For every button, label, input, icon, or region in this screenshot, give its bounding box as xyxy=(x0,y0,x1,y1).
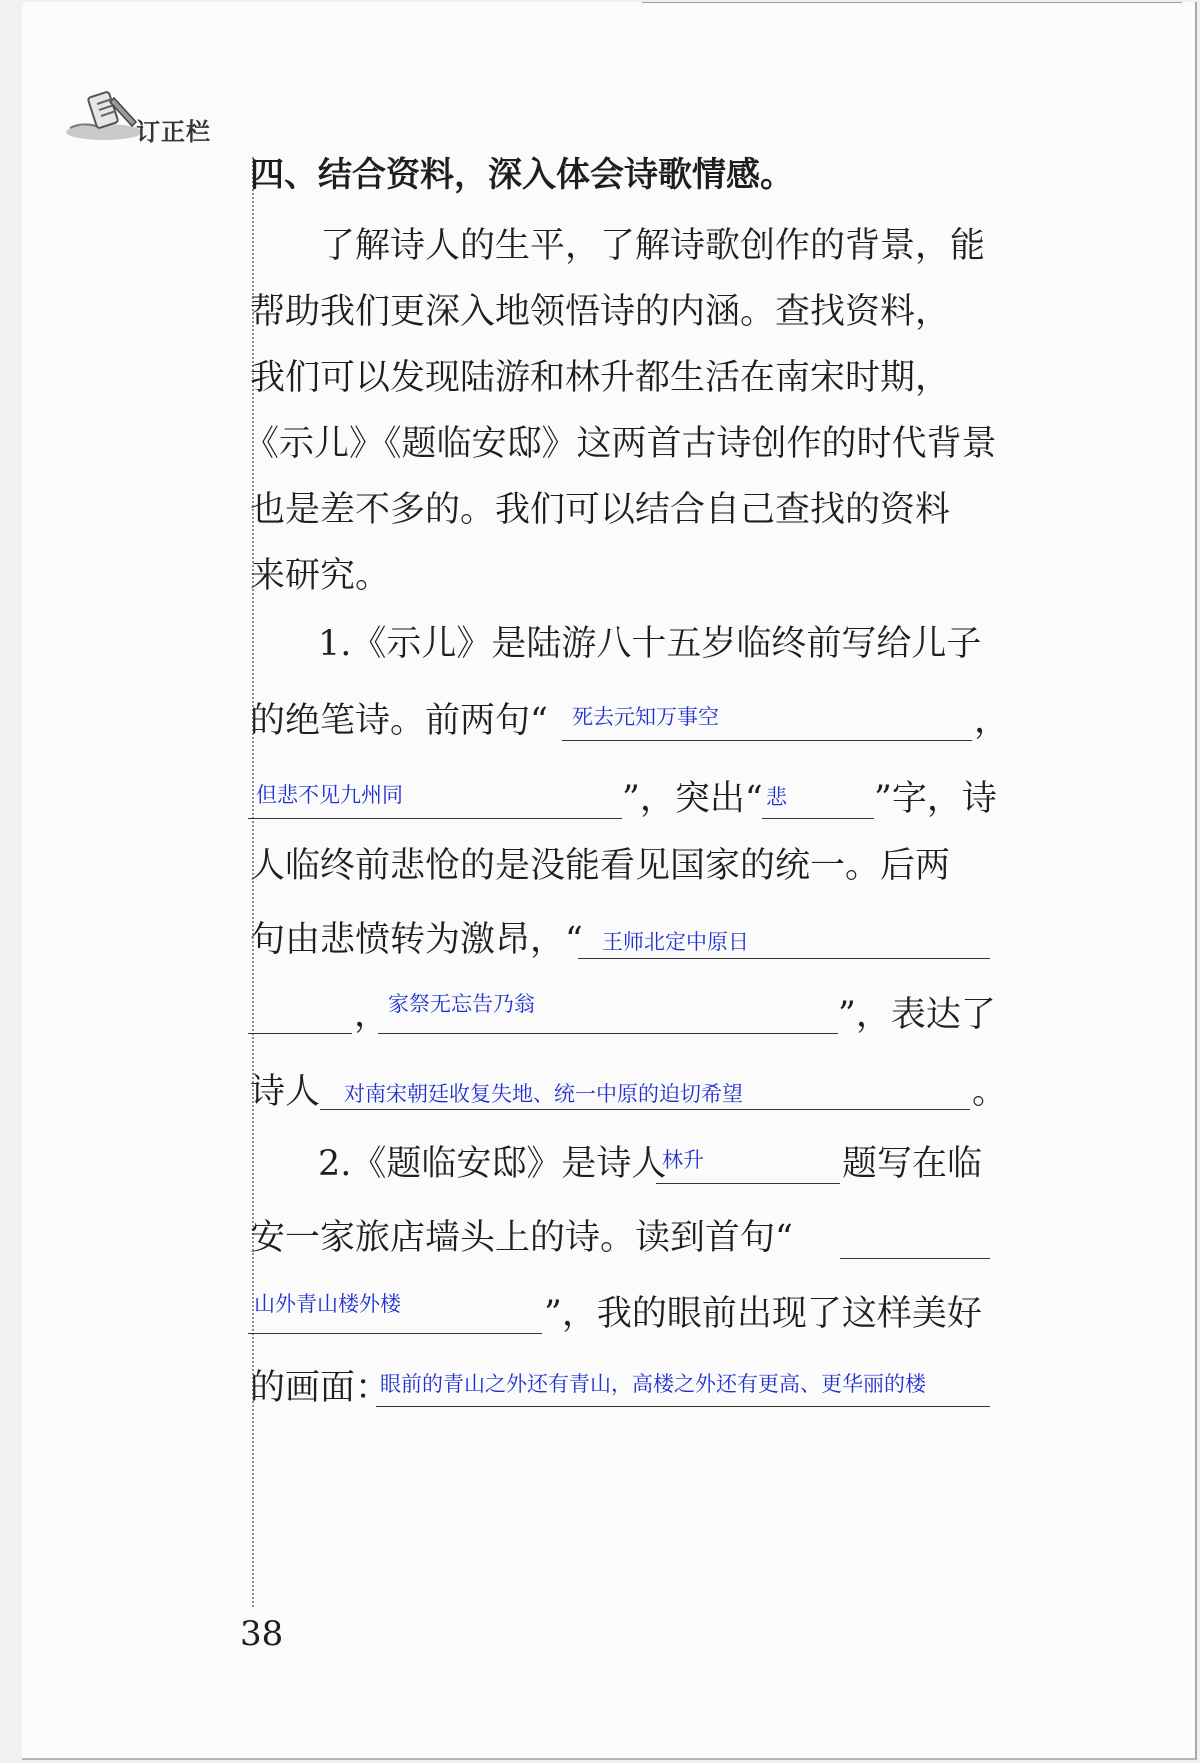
correction-column-label: 订正栏 xyxy=(136,118,211,146)
q2-line-1-text: 2.《题临安邸》是诗人 xyxy=(318,1144,667,1184)
q1-line-7-period: 。 xyxy=(972,1072,1008,1112)
pencil-notebook-icon xyxy=(62,88,142,148)
intro-line-6: 来研究。 xyxy=(250,556,391,596)
q1-blank-first-half[interactable] xyxy=(562,739,972,741)
q1-line-4: 人临终前悲怆的是没能看见国家的统一。后两 xyxy=(250,846,951,886)
q2-line-1-post: 题写在临 xyxy=(842,1144,983,1184)
page-number: 38 xyxy=(240,1614,284,1654)
intro-line-2: 帮助我们更深入地领悟诗的内涵。查找资料， xyxy=(250,292,951,332)
intro-line-3: 我们可以发现陆游和林升都生活在南宋时期， xyxy=(250,358,951,398)
q2-blank-poet[interactable] xyxy=(656,1182,840,1184)
q1-answer-feeling: 对南宋朝廷收复失地、统一中原的迫切希望 xyxy=(344,1082,743,1106)
q2-line-2: 安一家旅店墙头上的诗。读到首句“ xyxy=(250,1218,793,1258)
q1-blank-feeling[interactable] xyxy=(320,1108,970,1110)
q2-blank-first-line[interactable] xyxy=(248,1332,542,1334)
top-edge-line xyxy=(642,2,1182,3)
q1-answer-third-line: 王师北定中原日 xyxy=(602,930,749,954)
intro-line-5: 也是差不多的。我们可以结合自己查找的资料 xyxy=(250,490,951,530)
q1-line-3-post: ”字，诗 xyxy=(874,779,997,819)
q2-answer-poet: 林升 xyxy=(662,1148,704,1172)
q2-blank-scene[interactable] xyxy=(376,1405,990,1407)
q1-line-3-mid: ”，突出“ xyxy=(622,779,763,819)
correction-column-header xyxy=(62,88,252,158)
q1-answer-second-half: 但悲不见九州同 xyxy=(256,783,403,807)
q2-line-4-text: 的画面： xyxy=(250,1368,391,1408)
intro-line-4: 《示儿》《题临安邸》这两首古诗创作的时代背景 xyxy=(244,424,997,464)
q1-line-5-text: 句由悲愤转为激昂，“ xyxy=(250,920,583,960)
q2-answer-scene: 眼前的青山之外还有青山，高楼之外还有更高、更华丽的楼 xyxy=(380,1372,926,1396)
section-heading: 四、结合资料，深入体会诗歌情感。 xyxy=(250,155,794,195)
q1-answer-first-half: 死去元知万事空 xyxy=(572,705,719,729)
q1-blank-key-word[interactable] xyxy=(762,817,874,819)
q1-blank-second-half[interactable] xyxy=(248,817,622,819)
q2-line-3-post: ”，我的眼前出现了这样美好 xyxy=(544,1294,982,1334)
q1-answer-key-word: 悲 xyxy=(766,785,787,809)
q1-blank-third-line[interactable] xyxy=(578,957,990,959)
q2-answer-first-line: 山外青山楼外楼 xyxy=(254,1292,401,1316)
intro-line-1: 了解诗人的生平，了解诗歌创作的背景，能 xyxy=(250,226,986,266)
q1-line-2-comma: ， xyxy=(974,701,1010,741)
q1-answer-fourth-line: 家祭无忘告乃翁 xyxy=(388,992,535,1016)
q1-line-1: 1.《示儿》是陆游八十五岁临终前写给儿子 xyxy=(318,624,982,664)
workbook-page xyxy=(22,2,1197,1760)
q1-blank-fourth-line-start[interactable] xyxy=(248,1032,352,1034)
q2-blank-first-line-start[interactable] xyxy=(840,1257,990,1259)
q1-line-6-comma: ， xyxy=(354,995,390,1035)
q1-blank-fourth-line[interactable] xyxy=(378,1032,838,1034)
q1-line-2-text: 的绝笔诗。前两句“ xyxy=(250,701,548,741)
q1-line-7-text: 诗人 xyxy=(250,1072,321,1112)
q1-line-6-post: ”，表达了 xyxy=(838,995,996,1035)
